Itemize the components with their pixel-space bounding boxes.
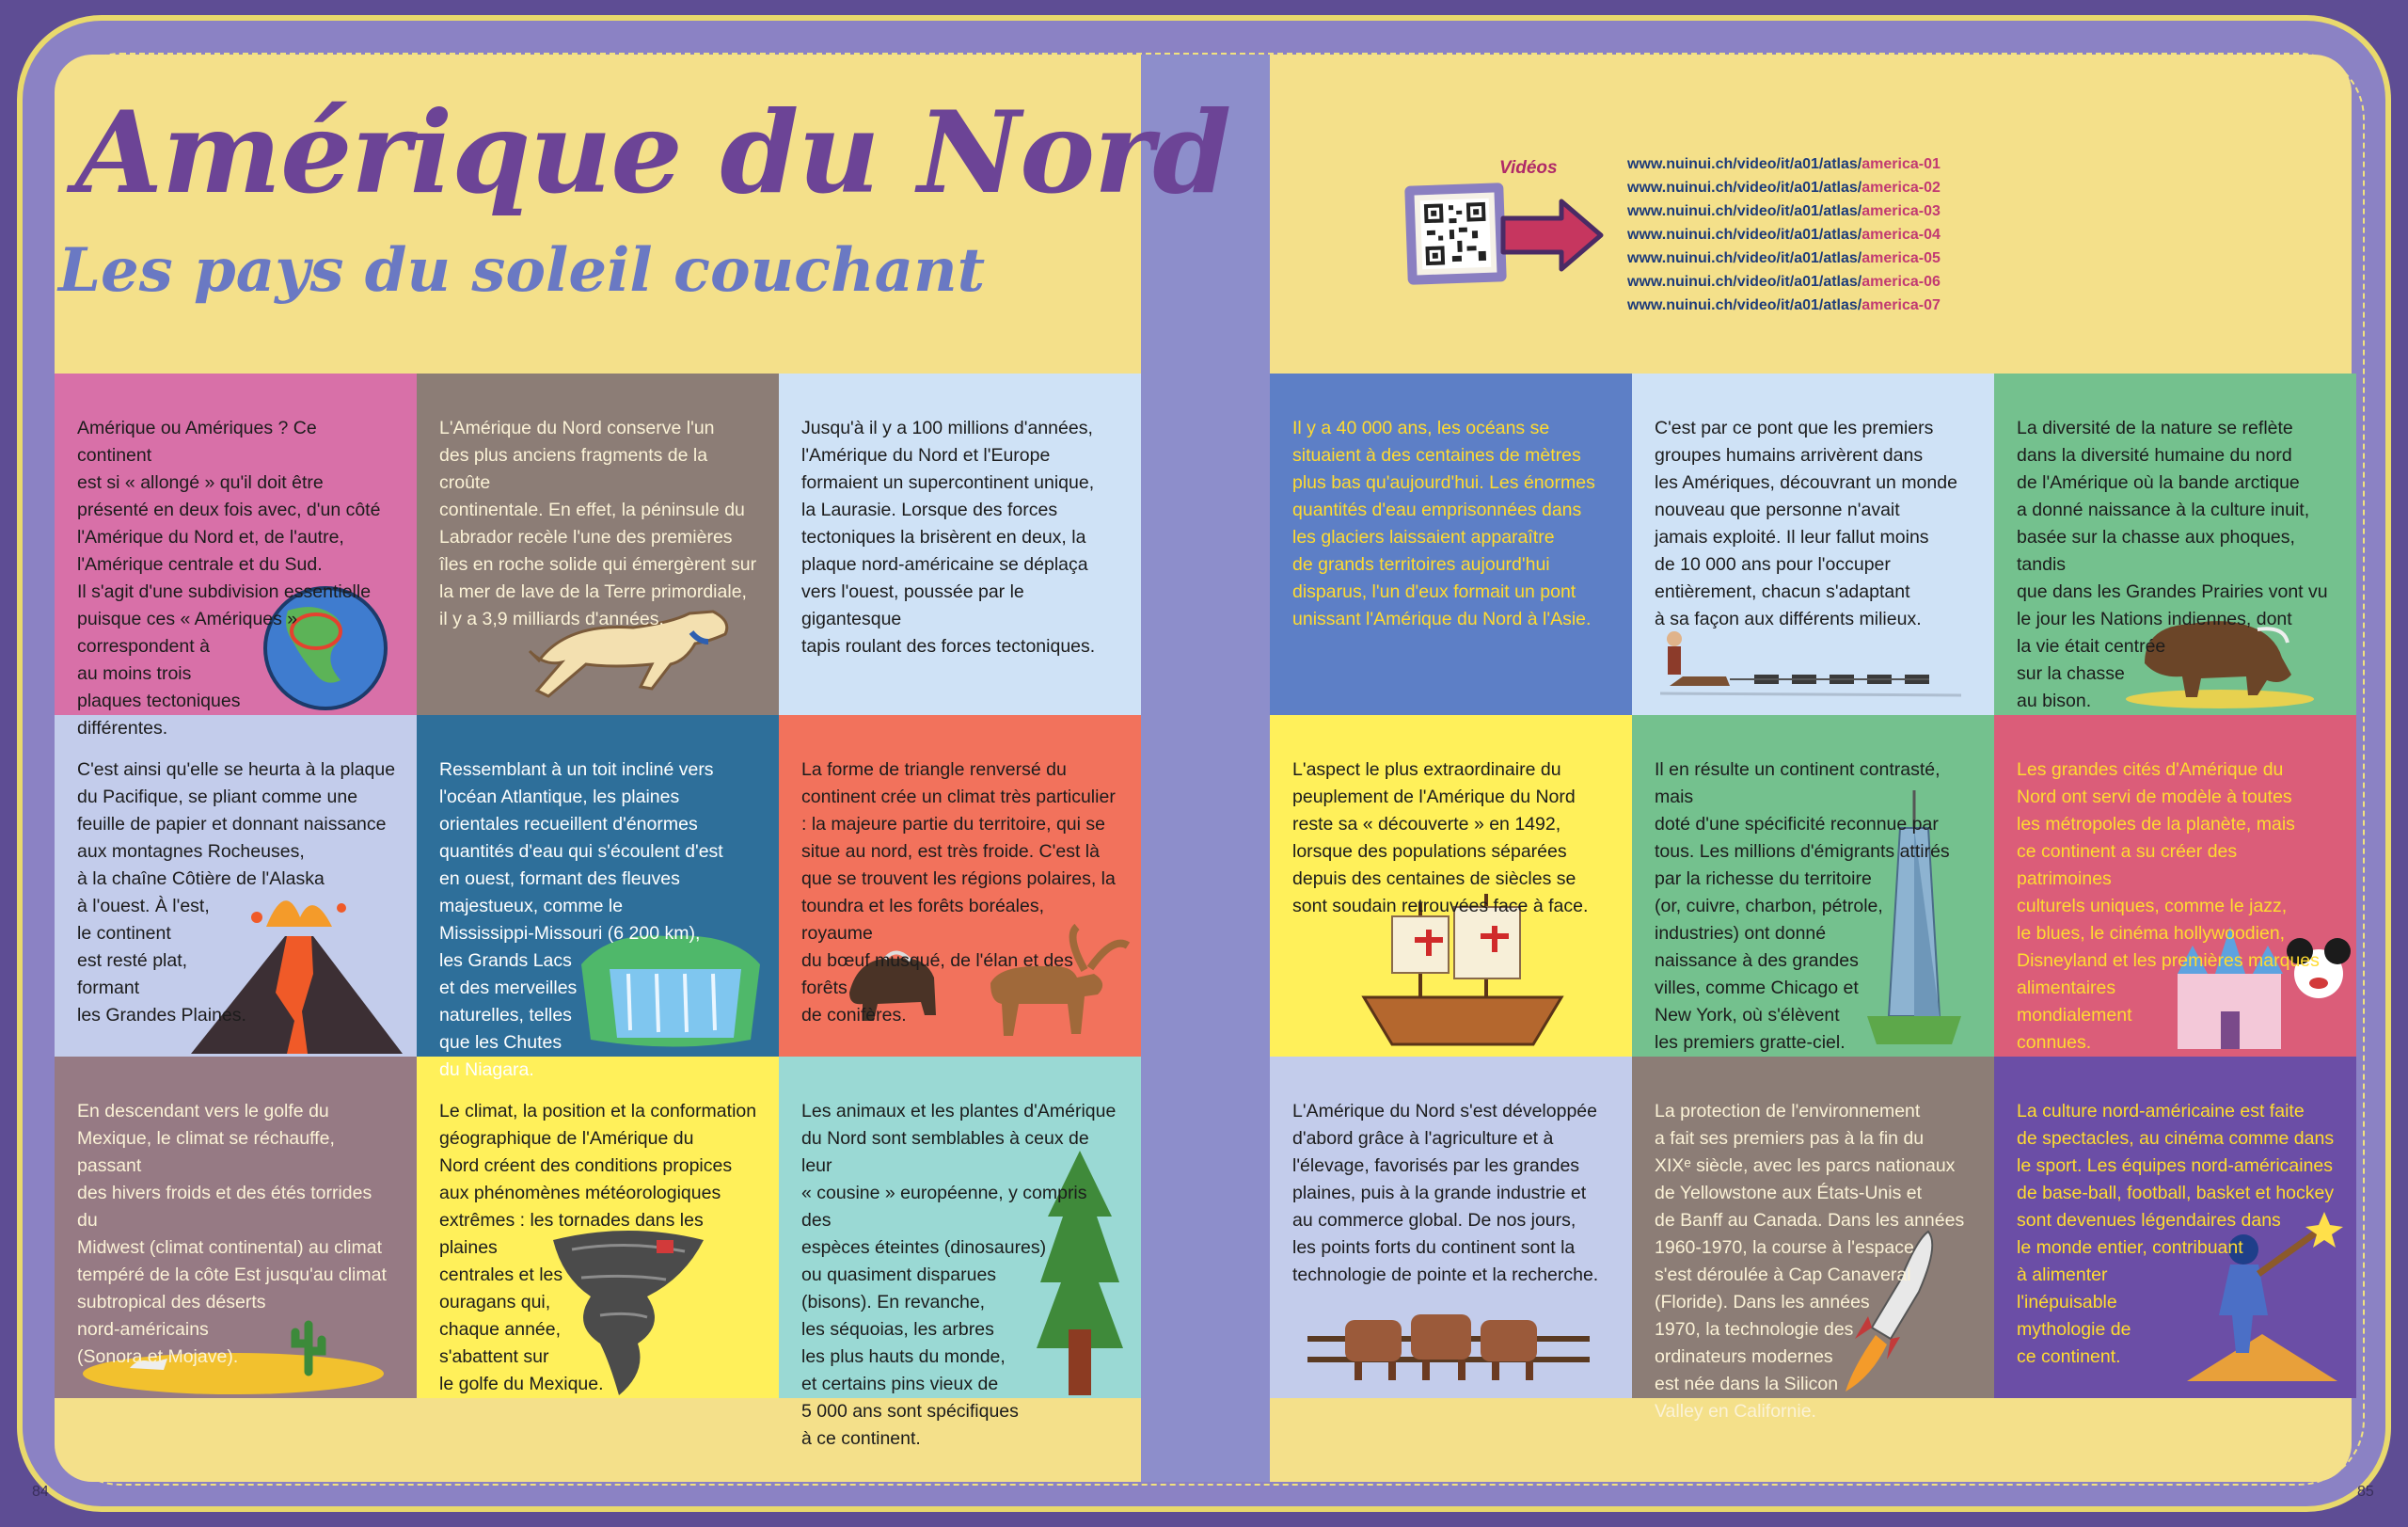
info-box-text: La culture nord-américaine est faite de spectacles, au cinéma comme dans le sport. Les équipes nord-américaines de base-ball, football, basket et hockey sont devenues légendaires dans le monde entier, contribuant à alimenter l'inépuisable mythologie de ce continent. (2017, 1101, 2335, 1367)
info-box-gulf-climate (55, 1057, 417, 1398)
video-link[interactable]: www.nuinui.ch/video/it/a01/atlas/america-04 (1627, 227, 1941, 243)
book-gutter (1141, 55, 1270, 1482)
info-box-great-cities (1994, 715, 2356, 1057)
info-box-text: C'est ainsi qu'elle se heurta à la plaque du Pacifique, se pliant comme une feuille de papier et donnant naissance aux montagnes Rocheuses, à la chaîne Côtière de l'Alaska à l'ouest. À l'est, le continent est resté plat, formant les Grandes Plaines. (77, 759, 396, 1026)
info-box-text: Les animaux et les plantes d'Amérique du Nord sont semblables à ceux de leur « cousine » européenne, y compris des espèces éteintes (dinosaures) ou quasiment disparues (bisons). En revanche, les séquoias, les arbres les plus hauts du monde, et certains pins vieux de 5 000 ans sont spécifiques à ce continent. (801, 1101, 1117, 1449)
qr-code-icon[interactable] (1404, 183, 1507, 285)
info-box-labrador (417, 374, 779, 715)
info-box-culture-sports (1994, 1057, 2356, 1398)
info-box-first-humans (1632, 374, 1994, 715)
video-link[interactable]: www.nuinui.ch/video/it/a01/atlas/america-07 (1627, 297, 1941, 313)
info-box-plants-animals (779, 1057, 1141, 1449)
info-box-text: En descendant vers le golfe du Mexique, le climat se réchauffe, passant des hivers froids et des étés torrides du Midwest (climat continental) au climat tempéré de la côte Est jusqu'au climat subtropical des déserts nord-américains (Sonora et Mojave). (77, 1101, 387, 1367)
info-box-laurasia (779, 374, 1141, 715)
info-box-text: L'aspect le plus extraordinaire du peuplement de l'Amérique du Nord reste sa « découverte » en 1492, lorsque des populations séparées depuis des centaines de siècles se sont soudain retrouvées face à face. (1292, 759, 1589, 916)
info-box-text: C'est par ce pont que les premiers groupes humains arrivèrent dans les Amériques, découvrant un monde nouveau que personne n'avait jamais exploité. Il leur fallut moins de 10 000 ans pour l'occuper entièrement, chacun s'adaptant à sa façon aux différents milieux. (1655, 418, 1957, 629)
info-box-text: L'Amérique du Nord s'est développée d'abord grâce à l'agriculture et à l'élevage, favorisés par les grandes plaines, puis à la grande industrie et au commerce global. De nos jours, les points forts du continent sont la technologie de pointe et la recherche. (1292, 1101, 1599, 1285)
info-box-text: Les grandes cités d'Amérique du Nord ont servi de modèle à toutes les métropoles de la planète, mais ce continent a su créer des patrimoines culturels uniques, comme le jazz, le blues, le cinéma hollywoodien, Disneyland et les premières marques alimentaires mondialement connues. (2017, 759, 2320, 1053)
info-box-discovery (1270, 715, 1632, 1057)
info-box-eastern-plains (417, 715, 779, 1080)
info-box-text: Il y a 40 000 ans, les océans se situaient à des centaines de mètres plus bas qu'aujourd'hui. Les énormes quantités d'eau emprisonnées dans les glaciers laissaient apparaître de grands territoires aujourd'hui disparus, l'un d'eux formait un pont unissant l'Amérique du Nord à l'Asie. (1292, 418, 1595, 629)
page-title: Amérique du Nord (75, 87, 1231, 219)
video-links-list (1627, 152, 1941, 317)
info-box-text: Amérique ou Amériques ? Ce continent est si « allongé » qu'il doit être présenté en deux fois avec, d'un côté l'Amérique du Nord et, de l'autre, l'Amérique centrale et du Sud. Il s'agit d'une subdivision essentielle puisque ces « Amériques » correspondent à au moins trois plaques tectoniques différentes. (77, 418, 381, 739)
info-box-rockies (55, 715, 417, 1057)
info-box-emigrants (1632, 715, 1994, 1057)
video-link[interactable]: www.nuinui.ch/video/it/a01/atlas/america-03 (1627, 203, 1941, 219)
info-box-land-bridge (1270, 374, 1632, 715)
video-link[interactable]: www.nuinui.ch/video/it/a01/atlas/america-05 (1627, 250, 1941, 266)
info-box-text: La diversité de la nature se reflète dans la diversité humaine du nord de l'Amérique où la bande arctique a donné naissance à la culture inuit, basée sur la chasse aux phoques, tandis que dans les Grandes Prairies vont vu le jour les Nations indiennes, dont la vie était centrée sur la chasse au bison. (2017, 418, 2328, 711)
videos-label: Vidéos (1499, 158, 1558, 178)
info-box-text: Il en résulte un continent contrasté, mais doté d'une spécificité reconnue par tous. Les millions d'émigrants attirés par la richesse du territoire (or, cuivre, charbon, pétrole, industries) ont donné naissance à des grandes villes, comme Chicago et New York, où s'élèvent les premiers gratte-ciel. (1655, 759, 1950, 1053)
info-box-agriculture (1270, 1057, 1632, 1398)
info-box-text: La forme de triangle renversé du continent crée un climat très particulier : la majeure partie du territoire, qui se situe au nord, est très froide. C'est là que se trouvent les régions polaires, la toundra et les forêts boréales, royaume du bœuf musqué, de l'élan et des forêts de conifères. (801, 759, 1116, 1026)
video-link[interactable]: www.nuinui.ch/video/it/a01/atlas/america-06 (1627, 274, 1941, 290)
info-box-text: L'Amérique du Nord conserve l'un des plus anciens fragments de la croûte continentale. En effet, la péninsule du Labrador recèle l'une des premières îles en roche solide qui émergèrent sur la mer de lave de la Terre primordiale, il y a 3,9 milliards d'années. (439, 418, 757, 629)
info-box-environment (1632, 1057, 1994, 1422)
info-box-americas (55, 374, 417, 739)
info-box-text: Jusqu'à il y a 100 millions d'années, l'Amérique du Nord et l'Europe formaient un supercontinent unique, la Laurasie. Lorsque des forces tectoniques la brisèrent en deux, la plaque nord-américaine se déplaça vers l'ouest, poussée par le gigantesque tapis roulant des forces tectoniques. (801, 418, 1096, 657)
video-link[interactable]: www.nuinui.ch/video/it/a01/atlas/america-02 (1627, 180, 1941, 196)
cattle-icon (1307, 1292, 1590, 1386)
page-number-right: 85 (2357, 1484, 2374, 1500)
info-box-extreme-weather (417, 1057, 779, 1398)
arrow-right-icon (1501, 198, 1605, 273)
info-box-text: Le climat, la position et la conformation géographique de l'Amérique du Nord créent des conditions propices aux phénomènes météorologiques extrêmes : les tornades dans les plaines centrales et les ouragans qui, chaque année, s'abattent sur le golfe du Mexique. (439, 1101, 757, 1394)
page-number-left: 84 (32, 1484, 49, 1500)
info-box-climate-triangle (779, 715, 1141, 1057)
info-box-inuit-culture (1994, 374, 2356, 715)
info-box-text: La protection de l'environnement a fait ses premiers pas à la fin du XIXᵉ siècle, avec les parcs nationaux de Yellowstone aux États-Unis et de Banff au Canada. Dans les années 1960-1970, la course à l'espace s'est déroulée à Cap Canaveral (Floride). Dans les années 1970, la technologie des ordinateurs modernes est née dans la Silicon Valley en Californie. (1655, 1101, 1965, 1422)
video-link[interactable]: www.nuinui.ch/video/it/a01/atlas/america-01 (1627, 156, 1941, 172)
page-subtitle: Les pays du soleil couchant (58, 235, 986, 306)
info-box-text: Ressemblant à un toit incliné vers l'océan Atlantique, les plaines orientales recueillent d'énormes quantités d'eau qui s'écoulent d'est en ouest, formant des fleuves majestueux, comme le Mississippi-Missouri (6 200 km), les Grands Lacs et des merveilles naturelles, telles que les Chutes du Niagara. (439, 759, 723, 1080)
